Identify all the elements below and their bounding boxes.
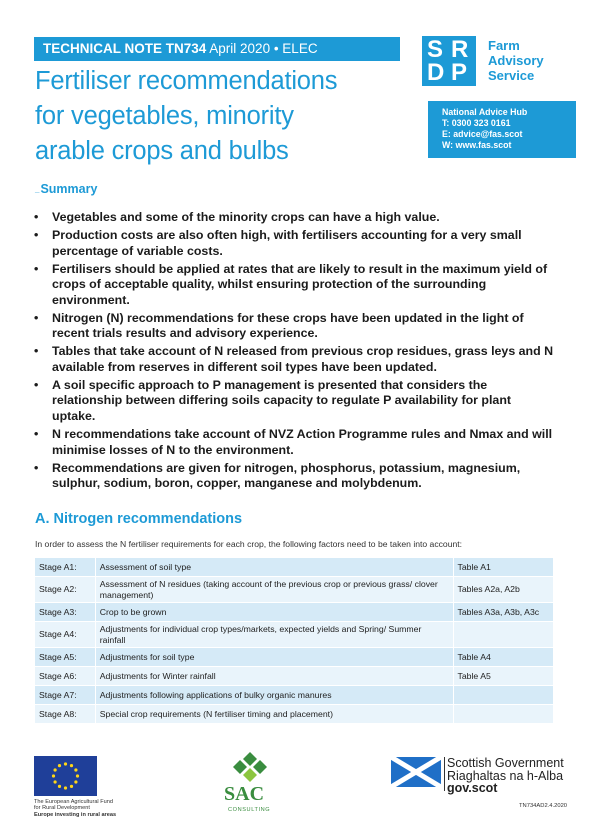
title-line: for vegetables, minority <box>35 102 294 130</box>
table-row <box>35 577 554 603</box>
sac-diamonds-icon <box>225 752 275 782</box>
reference-cell: Table A5 <box>453 667 554 686</box>
stage-cell: Stage A1: <box>35 558 96 577</box>
eu-flag-icon <box>34 756 97 796</box>
brand-name-line: Farm <box>488 38 520 53</box>
reference-cell: Table A4 <box>453 648 554 667</box>
eu-tagline: Europe investing in rural areas <box>34 811 117 818</box>
table-row <box>35 686 554 705</box>
title-line: Fertiliser recommendations <box>35 67 338 95</box>
hub-phone: T: 0300 323 0161 <box>442 118 511 128</box>
reference-cell <box>453 705 554 724</box>
summary-bullet: • Tables that take account of N released from previous crop residues, grass leys and N available from reserves in different soil types have been updated. <box>34 344 554 375</box>
advice-hub-box <box>428 101 576 158</box>
stage-cell: Stage A3: <box>35 603 96 622</box>
reference-cell: Table A1 <box>453 558 554 577</box>
eu-caption-line: The European Agricultural Fund <box>34 799 113 805</box>
logo-letter: S <box>427 36 444 63</box>
hub-web[interactable]: W: www.fas.scot <box>442 140 512 150</box>
summary-bullet: • Production costs are also often high, with fertilisers accounting for a very small percentage of variable costs. <box>34 228 554 259</box>
gov-url: gov.scot <box>447 781 498 795</box>
summary-bullet: • Fertilisers should be applied at rates that are likely to result in the maximum yield of crops of acceptable quality, whilst ensuring protection of the surrounding environment. <box>34 262 554 309</box>
description-cell: Assessment of N residues (taking account of the previous crop or previous grass/ clover management) <box>95 577 453 603</box>
table-row <box>35 648 554 667</box>
description-cell: Adjustments for individual crop types/markets, expected yields and Spring/ Summer rainfall <box>95 622 453 648</box>
sac-consulting-logo <box>220 752 280 822</box>
summary-bullet: • Vegetables and some of the minority crops can have a high value. <box>34 210 554 226</box>
description-cell: Adjustments for Winter rainfall <box>95 667 453 686</box>
description-cell: Crop to be grown <box>95 603 453 622</box>
srdp-logo-icon <box>422 36 476 86</box>
table-row <box>35 622 554 648</box>
technical-note-bar <box>34 37 400 61</box>
hub-title: National Advice Hub <box>442 107 528 117</box>
note-label: TECHNICAL NOTE TN734 <box>43 41 207 56</box>
reference-cell <box>453 686 554 705</box>
summary-bullet: • Recommendations are given for nitrogen, phosphorus, potassium, magnesium, sulphur, sodium, boron, copper, manganese and molybdenum. <box>34 461 554 492</box>
sac-name: SAC <box>224 783 265 805</box>
gov-name-gaelic: Riaghaltas na h-Alba <box>447 769 564 783</box>
reference-cell: Tables A2a, A2b <box>453 577 554 603</box>
summary-heading: _Summary <box>35 182 98 196</box>
summary-bullet: • A soil specific approach to P management is presented that considers the relationship between differing soils capacity to regulate P availability for plant uptake. <box>34 378 554 425</box>
table-row <box>35 558 554 577</box>
fas-brand <box>422 36 562 94</box>
stages-table <box>34 557 554 724</box>
stage-cell: Stage A5: <box>35 648 96 667</box>
summary-list <box>34 210 554 494</box>
brand-name <box>488 38 544 83</box>
section-a-intro: In order to assess the N fertiliser requirements for each crop, the following factors need to be taken into account: <box>35 539 463 549</box>
description-cell: Special crop requirements (N fertiliser timing and placement) <box>95 705 453 724</box>
reference-cell <box>453 622 554 648</box>
summary-heading-text: Summary <box>40 182 98 196</box>
section-a-heading: A. Nitrogen recommendations <box>35 511 243 527</box>
gov-name: Scottish Government <box>447 756 564 770</box>
stage-cell: Stage A6: <box>35 667 96 686</box>
logo-letter: P <box>451 59 468 86</box>
brand-name-line: Service <box>488 68 535 83</box>
table-row <box>35 603 554 622</box>
logo-letter: R <box>451 36 469 63</box>
logo-letter: D <box>427 59 445 86</box>
summary-bullet: • N recommendations take account of NVZ Action Programme rules and Nmax and will minimise losses of N to the environment. <box>34 427 554 458</box>
stage-cell: Stage A8: <box>35 705 96 724</box>
stage-cell: Stage A2: <box>35 577 96 603</box>
stage-cell: Stage A4: <box>35 622 96 648</box>
scottish-government-logo <box>391 756 564 795</box>
eu-caption <box>34 799 144 818</box>
saltire-flag-icon <box>391 757 441 787</box>
reference-cell: Tables A3a, A3b, A3c <box>453 603 554 622</box>
table-row <box>35 667 554 686</box>
table-row <box>35 705 554 724</box>
eu-logo <box>34 756 120 820</box>
stage-cell: Stage A7: <box>35 686 96 705</box>
divider <box>444 757 445 791</box>
hub-email[interactable]: E: advice@fas.scot <box>442 129 523 139</box>
eu-caption-line: for Rural Development <box>34 805 90 812</box>
description-cell: Adjustments for soil type <box>95 648 453 667</box>
description-cell: Adjustments following applications of bulky organic manures <box>95 686 453 705</box>
title-line: arable crops and bulbs <box>35 137 289 165</box>
brand-name-line: Advisory <box>488 53 544 68</box>
document-reference: TN734AD2.4.2020 <box>519 803 568 809</box>
sac-subtitle: CONSULTING <box>228 807 271 813</box>
summary-bullet: • Nitrogen (N) recommendations for these crops have been updated in the light of recent trials results and advisory experience. <box>34 311 554 342</box>
note-meta: April 2020 • ELEC <box>206 41 318 56</box>
page-title <box>35 64 415 169</box>
description-cell: Assessment of soil type <box>95 558 453 577</box>
